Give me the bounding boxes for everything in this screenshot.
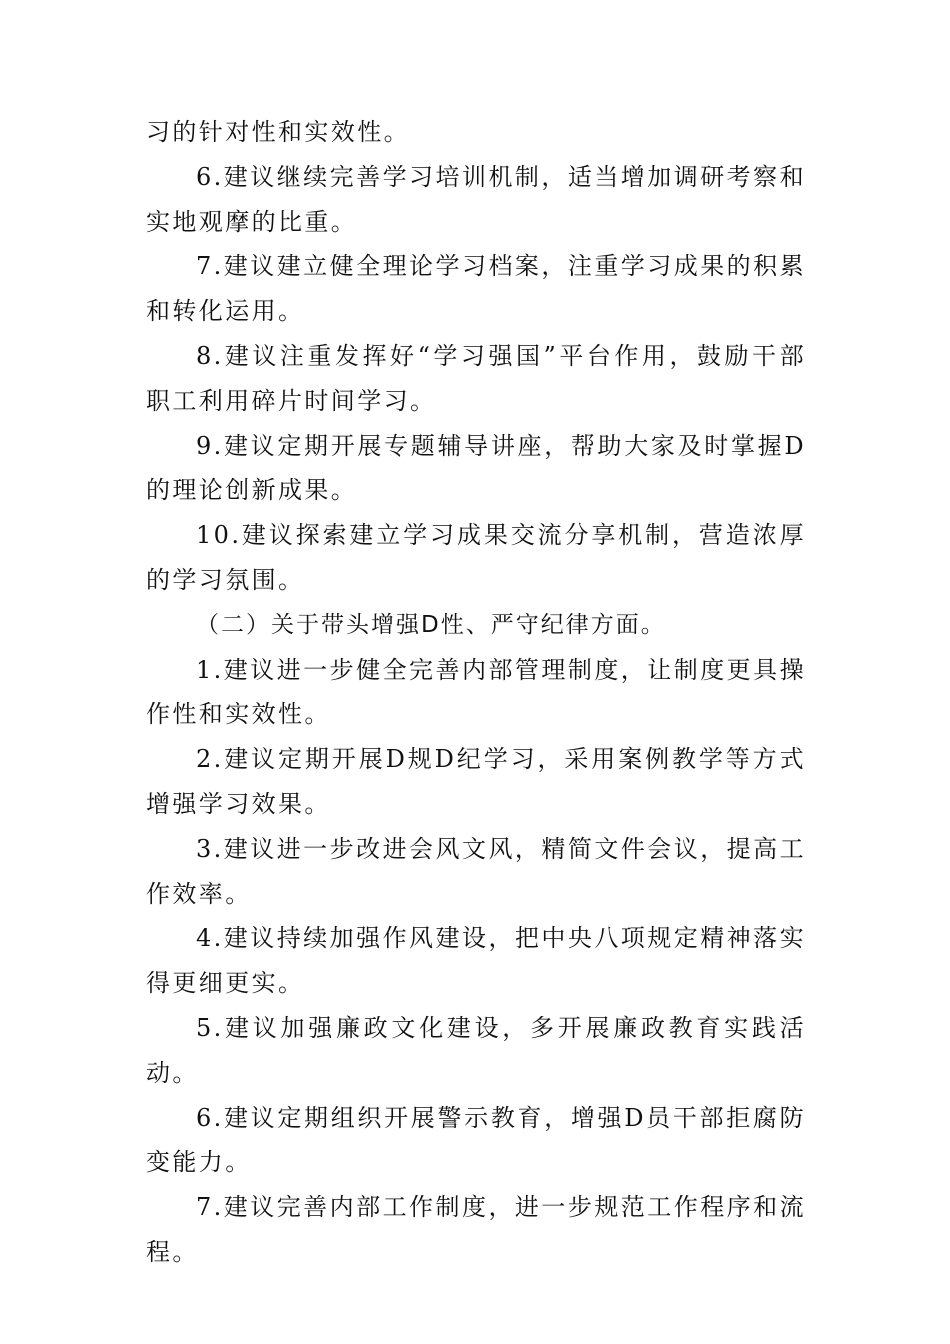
- paragraph-item-9-learning: 9.建议定期开展专题辅导讲座，帮助大家及时掌握D的理论创新成果。: [146, 431, 806, 505]
- paragraph-item-7-learning: 7.建议建立健全理论学习档案，注重学习成果的积累和转化运用。: [146, 252, 806, 326]
- paragraph-item-6-learning: 6.建议继续完善学习培训机制，适当增加调研考察和实地观摩的比重。: [146, 162, 806, 236]
- paragraph-item-4-discipline: 4.建议持续加强作风建设，把中央八项规定精神落实得更细更实。: [146, 924, 806, 998]
- paragraph-item-1-discipline: 1.建议进一步健全完善内部管理制度，让制度更具操作性和实效性。: [146, 655, 806, 729]
- paragraph-item-2-discipline: 2.建议定期开展D规D纪学习，采用案例教学等方式增强学习效果。: [146, 745, 806, 818]
- paragraph-item-8-learning: 8.建议注重发挥好“学习强国”平台作用，鼓励干部职工利用碎片时间学习。: [146, 341, 806, 415]
- paragraph-item-5-discipline: 5.建议加强廉政文化建设，多开展廉政教育实践活动。: [146, 1013, 806, 1087]
- document-body: [146, 110, 806, 1275]
- section-heading: （二）关于带头增强D性、严守纪律方面。: [196, 611, 666, 638]
- paragraph-continuation: 习的针对性和实效性。: [146, 118, 410, 146]
- paragraph-item-7-discipline: 7.建议完善内部工作制度，进一步规范工作程序和流程。: [146, 1193, 806, 1266]
- paragraph-item-10-learning: 10.建议探索建立学习成果交流分享机制，营造浓厚的学习氛围。: [146, 521, 806, 594]
- paragraph-item-6-discipline: 6.建议定期组织开展警示教育，增强D员干部拒腐防变能力。: [146, 1103, 806, 1177]
- paragraph-item-3-discipline: 3.建议进一步改进会风文风，精简文件会议，提高工作效率。: [146, 834, 806, 908]
